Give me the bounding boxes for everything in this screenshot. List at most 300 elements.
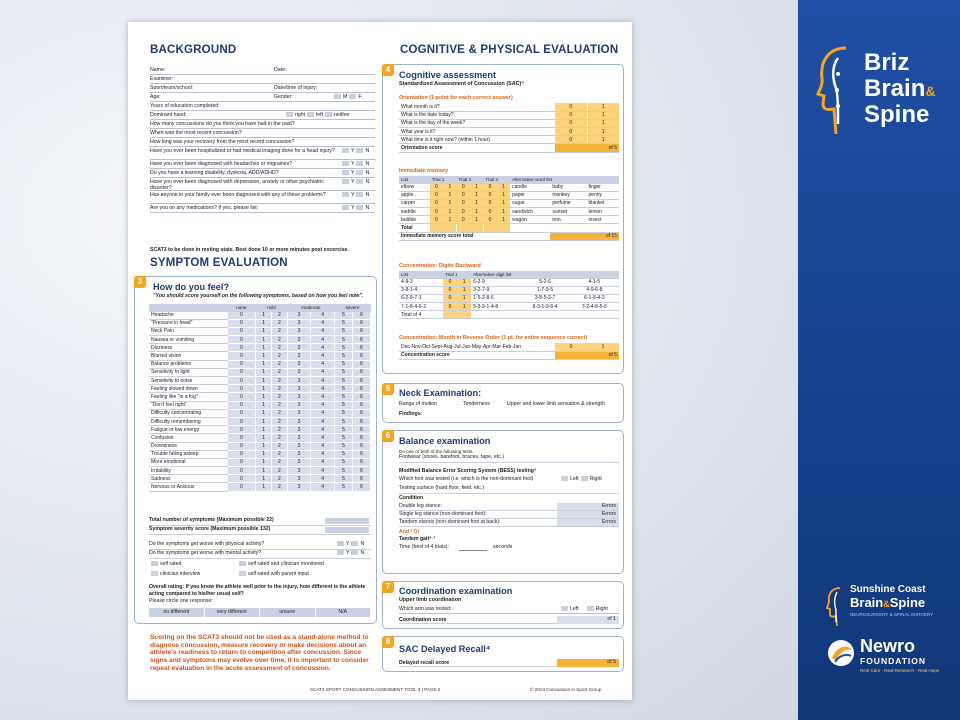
symptom-score[interactable]: 2 [271,458,287,466]
score-one[interactable]: 1 [457,286,471,294]
symptom-score[interactable]: 0 [227,450,256,458]
symptom-score[interactable]: 4 [311,426,335,434]
score-zero[interactable]: 0 [443,278,457,286]
score-one[interactable]: 1 [497,208,510,216]
symptom-score[interactable]: 2 [271,417,287,425]
symptom-score[interactable]: 6 [352,368,370,376]
rated-option[interactable]: self rated [149,561,181,568]
symptom-row [149,442,371,450]
score-one[interactable]: 1 [457,278,471,286]
symptom-score[interactable]: 1 [256,377,272,385]
score-one[interactable]: 1 [443,199,456,207]
memory-header-cell: List [399,176,430,183]
symptom-score[interactable]: 1 [256,319,272,327]
symptom-score[interactable]: 0 [227,475,256,483]
digits-row [399,303,619,311]
symptom-score[interactable]: 0 [227,352,256,360]
symptom-score[interactable]: 3 [287,458,311,466]
score-one[interactable]: 1 [443,183,456,191]
checkbox[interactable] [356,170,363,175]
alt-word: sandwich [510,208,550,216]
background-field[interactable] [150,120,375,129]
symptom-score[interactable]: 3 [287,475,311,483]
background-field[interactable] [150,138,375,147]
symptom-score[interactable]: 6 [352,352,370,360]
score-zero[interactable]: 0 [430,216,443,224]
symptom-score[interactable]: 1 [256,344,272,352]
symptom-score[interactable]: 2 [271,311,287,319]
symptom-score[interactable]: 2 [271,426,287,434]
response-option[interactable]: no different [149,608,205,617]
symptom-score[interactable]: 2 [271,352,287,360]
memory-header-cell: Trial 2 [457,176,484,183]
symptom-score[interactable]: 2 [271,409,287,417]
background-field[interactable] [150,160,375,169]
field-label: Years of education completed: [150,103,220,109]
limb-sensation: Upper and lower limb sensation & strength [507,401,605,407]
score-one[interactable]: 1 [443,208,456,216]
scale-label: moderate [287,304,334,311]
rated-option[interactable]: self rated and clinician monitored [237,561,324,568]
symptom-score[interactable]: 1 [256,467,272,475]
symptom-score[interactable]: 6 [352,327,370,335]
digit-seq: 3-8-1-4 [399,286,443,294]
score-one[interactable]: 1 [470,191,483,199]
symptom-score[interactable]: 3 [287,319,311,327]
score-zero[interactable]: 0 [457,191,470,199]
symptom-score[interactable]: 1 [256,475,272,483]
digits-total-row [399,311,619,319]
response-option[interactable]: N/A [316,608,372,617]
symptom-score[interactable]: 0 [227,360,256,368]
background-fields [150,66,375,213]
symptom-score[interactable]: 3 [287,483,311,491]
score-zero[interactable]: 0 [443,303,457,311]
checkbox[interactable] [342,205,349,210]
checkbox[interactable] [356,148,363,153]
symptom-score[interactable]: 2 [271,450,287,458]
symptom-score[interactable]: 4 [311,368,335,376]
symptom-score[interactable]: 6 [352,434,370,442]
background-field[interactable] [150,93,375,102]
score-zero[interactable]: 0 [555,136,587,144]
symptom-score[interactable]: 4 [311,352,335,360]
symptom-score[interactable]: 0 [227,344,256,352]
symptom-score[interactable]: 4 [311,409,335,417]
symptom-score[interactable]: 1 [256,417,272,425]
score-zero[interactable]: 0 [430,191,443,199]
memory-header [399,176,619,183]
symptom-score[interactable]: 2 [271,401,287,409]
symptom-score[interactable]: 6 [352,417,370,425]
symptom-score[interactable]: 3 [287,401,311,409]
symptom-score[interactable]: 0 [227,442,256,450]
footwear-field[interactable]: Footwear (shoes, barefoot, braces, tape, etc.) [399,454,619,463]
symptom-score[interactable]: 0 [227,377,256,385]
symptom-score[interactable]: 0 [227,458,256,466]
symptom-score[interactable]: 5 [335,377,353,385]
symptom-score[interactable]: 6 [352,450,370,458]
score-one[interactable]: 1 [587,136,619,144]
symptom-score[interactable]: 6 [352,409,370,417]
score-zero[interactable]: 0 [555,111,587,119]
symptom-score[interactable]: 2 [271,327,287,335]
score-one[interactable]: 1 [587,111,619,119]
score-one[interactable]: 1 [587,343,619,351]
symptom-score[interactable]: 1 [256,360,272,368]
symptom-score[interactable]: 4 [311,327,335,335]
symptom-score[interactable]: 6 [352,377,370,385]
checkbox[interactable] [337,550,344,555]
checkbox[interactable] [561,476,568,481]
symptom-score[interactable]: 2 [271,377,287,385]
symptom-score[interactable]: 1 [256,327,272,335]
alt-word: candle [510,183,550,191]
symptom-score[interactable]: 4 [311,311,335,319]
symptom-score[interactable]: 2 [271,368,287,376]
symptom-score[interactable]: 4 [311,458,335,466]
symptom-score[interactable]: 4 [311,483,335,491]
score-one[interactable]: 1 [457,294,471,302]
symptom-score[interactable]: 1 [256,368,272,376]
background-field[interactable] [150,191,375,204]
symptom-score[interactable]: 5 [335,327,353,335]
checkbox[interactable] [342,148,349,153]
score-one[interactable]: 1 [497,183,510,191]
symptom-score[interactable]: 3 [287,434,311,442]
field-label: Have you ever been diagnosed with depression, anxiety or other psychiatric disorder? [150,179,324,191]
symptom-score[interactable]: 6 [352,483,370,491]
errors-box[interactable]: Errors [557,519,619,526]
score-zero[interactable]: 0 [555,343,587,351]
score-one[interactable]: 1 [587,128,619,136]
months-row [399,343,619,351]
checkbox[interactable] [325,112,332,117]
score-zero[interactable]: 0 [457,199,470,207]
background-field[interactable] [150,178,375,191]
background-field[interactable] [150,204,375,213]
symptom-score[interactable]: 4 [311,344,335,352]
symptom-score[interactable]: 0 [227,483,256,491]
symptom-name: Nervous or Anxious [149,483,227,491]
balance-intro: Do one or both of the following tests. [399,449,474,454]
score-zero[interactable]: 0 [443,294,457,302]
symptom-score[interactable]: 5 [335,311,353,319]
range-of-motion: Range of motion [399,401,438,407]
symptom-score[interactable]: 3 [287,426,311,434]
symptom-score[interactable]: 6 [352,426,370,434]
symptom-score[interactable]: 2 [271,467,287,475]
score-zero[interactable]: 0 [430,183,443,191]
score-box[interactable] [325,527,369,533]
symptom-score[interactable]: 5 [335,417,353,425]
score-one[interactable]: 1 [457,303,471,311]
symptom-score[interactable]: 1 [256,483,272,491]
symptom-score[interactable]: 0 [227,368,256,376]
symptom-score[interactable]: 4 [311,401,335,409]
score-one[interactable]: 1 [497,199,510,207]
symptom-score[interactable]: 3 [287,393,311,401]
symptom-score[interactable]: 3 [287,368,311,376]
symptom-row [149,368,371,376]
cognitive-assessment-heading: Cognitive assessment [399,70,497,80]
bess-heading: Modified Balance Error Scoring System (BESS) testing⁵ [399,468,537,474]
errors-box[interactable]: Errors [557,503,619,510]
symptom-score[interactable]: 3 [287,385,311,393]
symptom-score[interactable]: 6 [352,393,370,401]
symptom-score[interactable]: 3 [287,442,311,450]
symptom-score[interactable]: 1 [256,385,272,393]
background-field[interactable] [150,66,375,75]
symptom-score[interactable]: 3 [287,409,311,417]
symptom-score[interactable]: 0 [227,311,256,319]
symptom-score[interactable]: 5 [335,344,353,352]
symptom-score[interactable]: 3 [287,311,311,319]
symptom-score[interactable]: 1 [256,401,272,409]
score-one[interactable]: 1 [443,216,456,224]
symptom-score[interactable]: 5 [335,360,353,368]
symptom-score[interactable]: 5 [335,368,353,376]
symptom-score[interactable]: 4 [311,475,335,483]
symptom-score[interactable]: 0 [227,434,256,442]
symptom-score[interactable]: 0 [227,385,256,393]
symptom-score[interactable]: 6 [352,458,370,466]
symptom-score[interactable]: 0 [227,336,256,344]
background-field[interactable] [150,129,375,138]
checkbox[interactable] [337,541,344,546]
score-zero[interactable]: 0 [483,208,496,216]
symptom-score[interactable]: 0 [227,319,256,327]
background-field[interactable] [150,102,375,111]
errors-box[interactable]: Errors [557,511,619,518]
symptom-score[interactable]: 3 [287,327,311,335]
score-zero[interactable]: 0 [457,208,470,216]
symptom-score[interactable]: 0 [227,401,256,409]
symptom-score[interactable]: 4 [311,360,335,368]
score-box[interactable] [325,518,369,524]
symptom-score[interactable]: 1 [256,434,272,442]
symptom-score[interactable]: 5 [335,483,353,491]
response-option[interactable]: unsure [260,608,316,617]
symptom-score[interactable]: 3 [287,450,311,458]
symptom-score[interactable]: 6 [352,336,370,344]
checkbox[interactable] [342,179,349,184]
symptom-score[interactable]: 0 [227,393,256,401]
symptom-score[interactable]: 1 [256,336,272,344]
checkbox[interactable] [342,170,349,175]
symptom-score[interactable]: 6 [352,360,370,368]
symptom-score[interactable]: 6 [352,319,370,327]
symptom-score[interactable]: 4 [311,467,335,475]
alt-word: perfume [550,199,586,207]
symptom-score[interactable]: 2 [271,360,287,368]
symptom-score[interactable]: 3 [287,344,311,352]
checkbox[interactable] [307,112,314,117]
checkbox[interactable] [356,192,363,197]
symptom-score[interactable]: 1 [256,442,272,450]
symptom-score[interactable]: 5 [335,393,353,401]
symptom-score[interactable]: 3 [287,360,311,368]
symptom-score[interactable]: 5 [335,450,353,458]
checkbox[interactable] [356,205,363,210]
checkbox[interactable] [356,179,363,184]
score-zero[interactable]: 0 [483,216,496,224]
symptom-score[interactable]: 0 [227,426,256,434]
score-one[interactable]: 1 [497,216,510,224]
symptom-score[interactable]: 1 [256,426,272,434]
symptom-score[interactable]: 2 [271,442,287,450]
symptom-score[interactable]: 5 [335,475,353,483]
checkbox[interactable] [342,161,349,166]
orientation-question: What is the day of the week? [399,119,555,127]
symptom-score[interactable]: 1 [256,458,272,466]
score-zero[interactable]: 0 [457,216,470,224]
score-zero[interactable]: 0 [443,286,457,294]
option-label: Y [351,148,355,154]
symptom-score[interactable]: 5 [335,385,353,393]
symptom-score[interactable]: 5 [335,467,353,475]
symptom-score[interactable]: 2 [271,385,287,393]
delayed-recall-heading: SAC Delayed Recall⁴ [399,644,491,654]
symptom-score[interactable]: 1 [256,393,272,401]
orientation-score-box: of 5 [555,144,619,152]
score-zero[interactable]: 0 [483,199,496,207]
symptom-score[interactable]: 5 [335,319,353,327]
section-number: 7 [382,581,394,593]
symptom-score[interactable]: 4 [311,385,335,393]
symptom-score[interactable]: 5 [335,434,353,442]
symptom-score[interactable]: 3 [287,417,311,425]
symptom-score[interactable]: 6 [352,442,370,450]
symptom-name: Difficulty remembering [149,417,227,425]
symptom-row [149,467,371,475]
score-zero[interactable]: 0 [430,199,443,207]
orientation-score-label: Orientation score [399,144,555,152]
symptom-score[interactable]: 5 [335,409,353,417]
symptom-score[interactable]: 2 [271,393,287,401]
checkbox[interactable] [356,161,363,166]
digit-seq: 6-2-9-7-1 [399,294,443,302]
symptom-score[interactable]: 1 [256,450,272,458]
score-one[interactable]: 1 [470,183,483,191]
symptom-score[interactable]: 3 [287,336,311,344]
symptom-score[interactable]: 0 [227,467,256,475]
symptom-name: Confusion [149,434,227,442]
section-number: 5 [382,383,394,395]
symptom-score[interactable]: 6 [352,401,370,409]
digit-seq: 7-1-8-4-6-2 [399,303,443,311]
score-one[interactable]: 1 [470,208,483,216]
symptom-score[interactable]: 4 [311,393,335,401]
background-field[interactable] [150,111,375,120]
score-zero[interactable]: 0 [430,208,443,216]
alt-word: lemon [586,208,619,216]
score-zero[interactable]: 0 [555,103,587,111]
symptom-score[interactable]: 5 [335,442,353,450]
symptom-score[interactable]: 1 [256,409,272,417]
score-one[interactable]: 1 [497,191,510,199]
digits-header-cell: Trial 1 [443,271,471,278]
background-field[interactable] [150,75,375,84]
score-zero[interactable]: 0 [555,119,587,127]
checkbox[interactable] [334,94,341,99]
score-one[interactable]: 1 [443,191,456,199]
checkbox[interactable] [581,476,588,481]
brand-word-spine: Spine [864,101,930,128]
symptom-score[interactable]: 1 [256,311,272,319]
symptom-score[interactable]: 6 [352,344,370,352]
symptom-score[interactable]: 4 [311,450,335,458]
symptom-score[interactable]: 3 [287,467,311,475]
symptom-score[interactable]: 2 [271,475,287,483]
checkbox[interactable] [349,94,356,99]
checkbox[interactable] [342,192,349,197]
score-one[interactable]: 1 [587,103,619,111]
background-field[interactable] [150,169,375,178]
symptom-score[interactable]: 5 [335,458,353,466]
score-zero[interactable]: 0 [457,183,470,191]
symptom-row [149,434,371,442]
score-one[interactable]: 1 [587,119,619,127]
background-field[interactable] [150,84,375,93]
symptom-row [149,311,371,319]
score-zero[interactable]: 0 [483,191,496,199]
background-field[interactable] [150,147,375,160]
checkbox[interactable] [286,112,293,117]
rated-option[interactable]: self rated with parent input [237,571,309,578]
testing-surface[interactable]: Testing surface (hard floor, field, etc.) [399,485,619,494]
symptom-score[interactable]: 4 [311,442,335,450]
response-option[interactable]: very different [205,608,261,617]
score-one[interactable]: 1 [470,216,483,224]
symptom-score[interactable]: 4 [311,417,335,425]
checkbox[interactable] [351,550,358,555]
symptom-score[interactable]: 4 [311,319,335,327]
symptom-score[interactable]: 4 [311,336,335,344]
option-label: N [365,179,370,185]
symptom-score[interactable]: 2 [271,344,287,352]
rated-option[interactable]: clinician interview [149,571,200,578]
symptom-score[interactable]: 0 [227,409,256,417]
symptom-score[interactable]: 3 [287,377,311,385]
overall-rating: Overall rating: If you know the athlete well prior to the injury, how different is the athlete acting compared to his/her usual self? [149,584,366,597]
symptom-score[interactable]: 6 [352,475,370,483]
checkbox[interactable] [351,541,358,546]
symptom-score[interactable]: 5 [335,336,353,344]
symptom-score[interactable]: 0 [227,327,256,335]
symptom-score[interactable]: 4 [311,434,335,442]
symptom-score[interactable]: 2 [271,319,287,327]
symptom-score[interactable]: 4 [311,377,335,385]
symptom-score[interactable]: 2 [271,336,287,344]
score-zero[interactable]: 0 [483,183,496,191]
balance-heading: Balance examination [399,436,491,446]
symptom-score[interactable]: 5 [335,426,353,434]
symptom-score[interactable]: 6 [352,311,370,319]
symptom-score[interactable]: 1 [256,352,272,360]
score-zero[interactable]: 0 [555,128,587,136]
score-one[interactable]: 1 [470,199,483,207]
symptom-score[interactable]: 0 [227,417,256,425]
symptom-score[interactable]: 3 [287,352,311,360]
symptom-score[interactable]: 5 [335,401,353,409]
symptom-score[interactable]: 2 [271,483,287,491]
symptom-score[interactable]: 6 [352,385,370,393]
symptom-score[interactable]: 5 [335,352,353,360]
symptom-score[interactable]: 2 [271,434,287,442]
symptom-score[interactable]: 6 [352,467,370,475]
time-input[interactable] [459,550,487,551]
